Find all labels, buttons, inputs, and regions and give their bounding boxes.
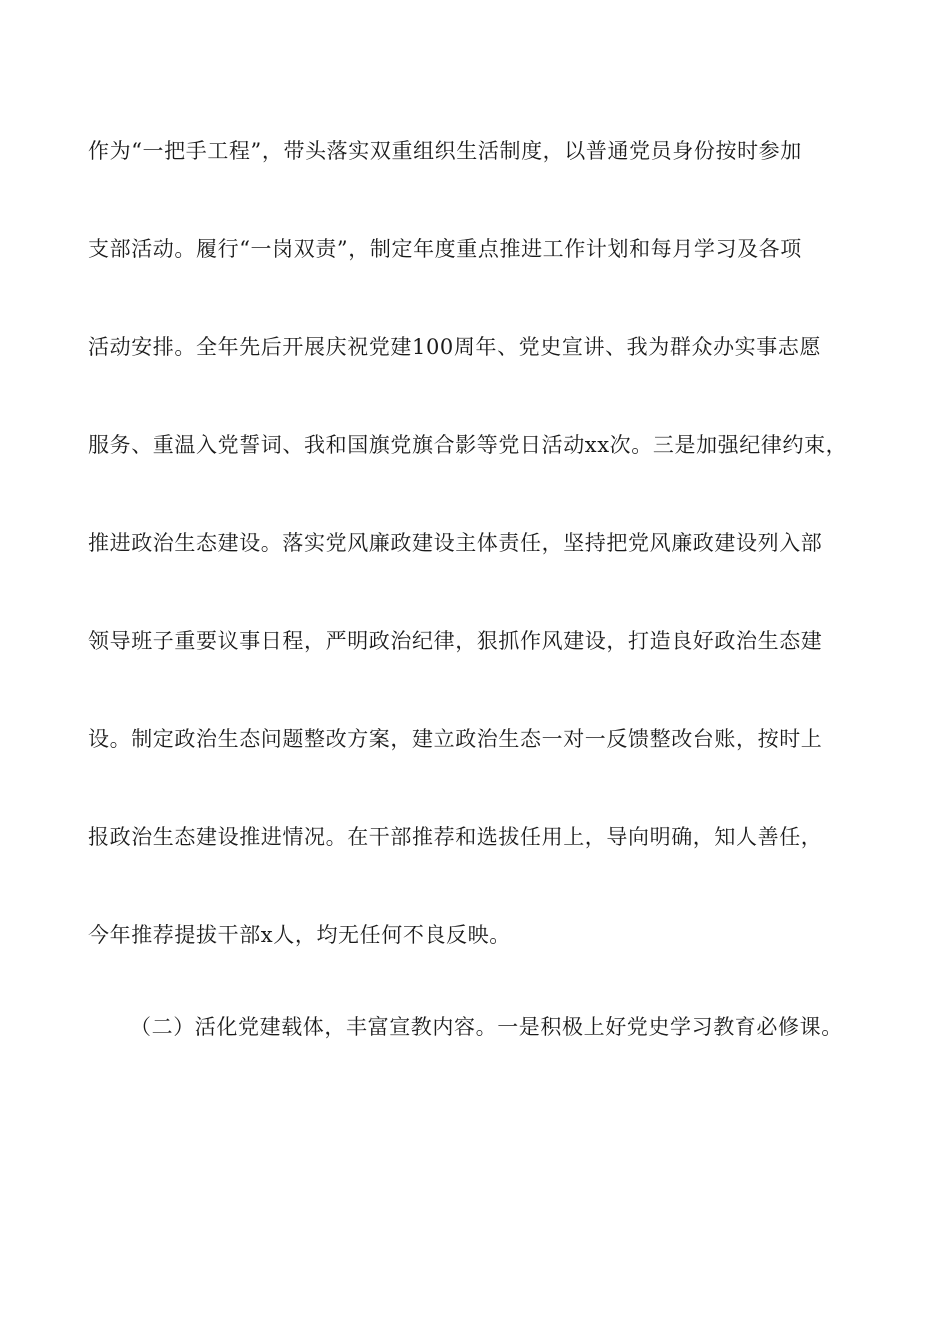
paragraph-line-9: 今年推荐提拔干部x人，均无任何不良反映。	[88, 923, 511, 947]
paragraph-line-8: 报政治生态建设推进情况。在干部推荐和选拔任用上，导向明确，知人善任，	[88, 825, 823, 849]
paragraph-line-7: 设。制定政治生态问题整改方案，建立政治生态一对一反馈整改台账，按时上	[88, 727, 823, 751]
paragraph-line-6: 领导班子重要议事日程，严明政治纪律，狠抓作风建设，打造良好政治生态建	[88, 629, 823, 653]
paragraph-line-4: 服务、重温入党誓词、我和国旗党旗合影等党日活动xx次。三是加强纪律约束，	[88, 433, 848, 457]
paragraph-line-2: 支部活动。履行“一岗双责”，制定年度重点推进工作计划和每月学习及各项	[88, 237, 802, 261]
section-heading-line: （二）活化党建载体，丰富宣教内容。一是积极上好党史学习教育必修课。	[130, 1015, 843, 1039]
paragraph-line-3: 活动安排。全年先后开展庆祝党建100周年、党史宣讲、我为群众办实事志愿	[88, 335, 822, 359]
paragraph-line-5: 推进政治生态建设。落实党风廉政建设主体责任，坚持把党风廉政建设列入部	[88, 531, 823, 555]
paragraph-line-1: 作为“一把手工程”，带头落实双重组织生活制度，以普通党员身份按时参加	[88, 139, 802, 163]
